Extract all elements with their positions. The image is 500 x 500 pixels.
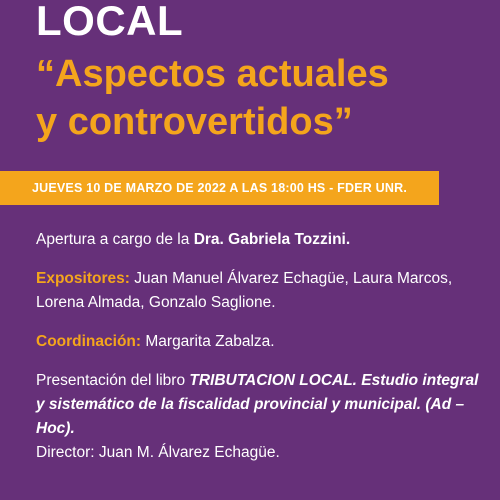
expositores-paragraph [36, 267, 486, 315]
coordinacion-paragraph [36, 330, 486, 354]
presentacion-prefix: Presentación del libro [36, 372, 190, 389]
expositores-names: Juan Manuel Álvarez Echagüe, Laura Marcos, Lorena Almada, Gonzalo Saglione. [36, 270, 453, 311]
subtitle-line-2: y controvertidos” [36, 101, 353, 143]
presentacion-paragraph [36, 369, 486, 465]
subtitle-line-1: “Aspectos actuales [36, 53, 389, 95]
apertura-paragraph [36, 228, 486, 252]
apertura-prefix: Apertura a cargo de la [36, 231, 194, 248]
event-subtitle [36, 50, 476, 146]
book-director: Director: Juan M. Álvarez Echagüe. [36, 444, 280, 461]
event-details [36, 228, 486, 480]
date-banner [0, 171, 439, 205]
date-banner-text: JUEVES 10 DE MARZO DE 2022 A LAS 18:00 HS - FDER UNR. [31, 181, 408, 195]
coordinacion-name: Margarita Zabalza. [141, 333, 275, 350]
book-title: TRIBUTACION LOCAL. Estudio integral y sistemático de la fiscalidad provincial y municipal. (Ad – Hoc). [36, 372, 479, 437]
coordinacion-label: Coordinación: [36, 333, 142, 350]
title-local: LOCAL [36, 0, 184, 44]
expositores-label: Expositores: [36, 270, 130, 287]
apertura-name: Dra. Gabriela Tozzini. [193, 231, 351, 248]
